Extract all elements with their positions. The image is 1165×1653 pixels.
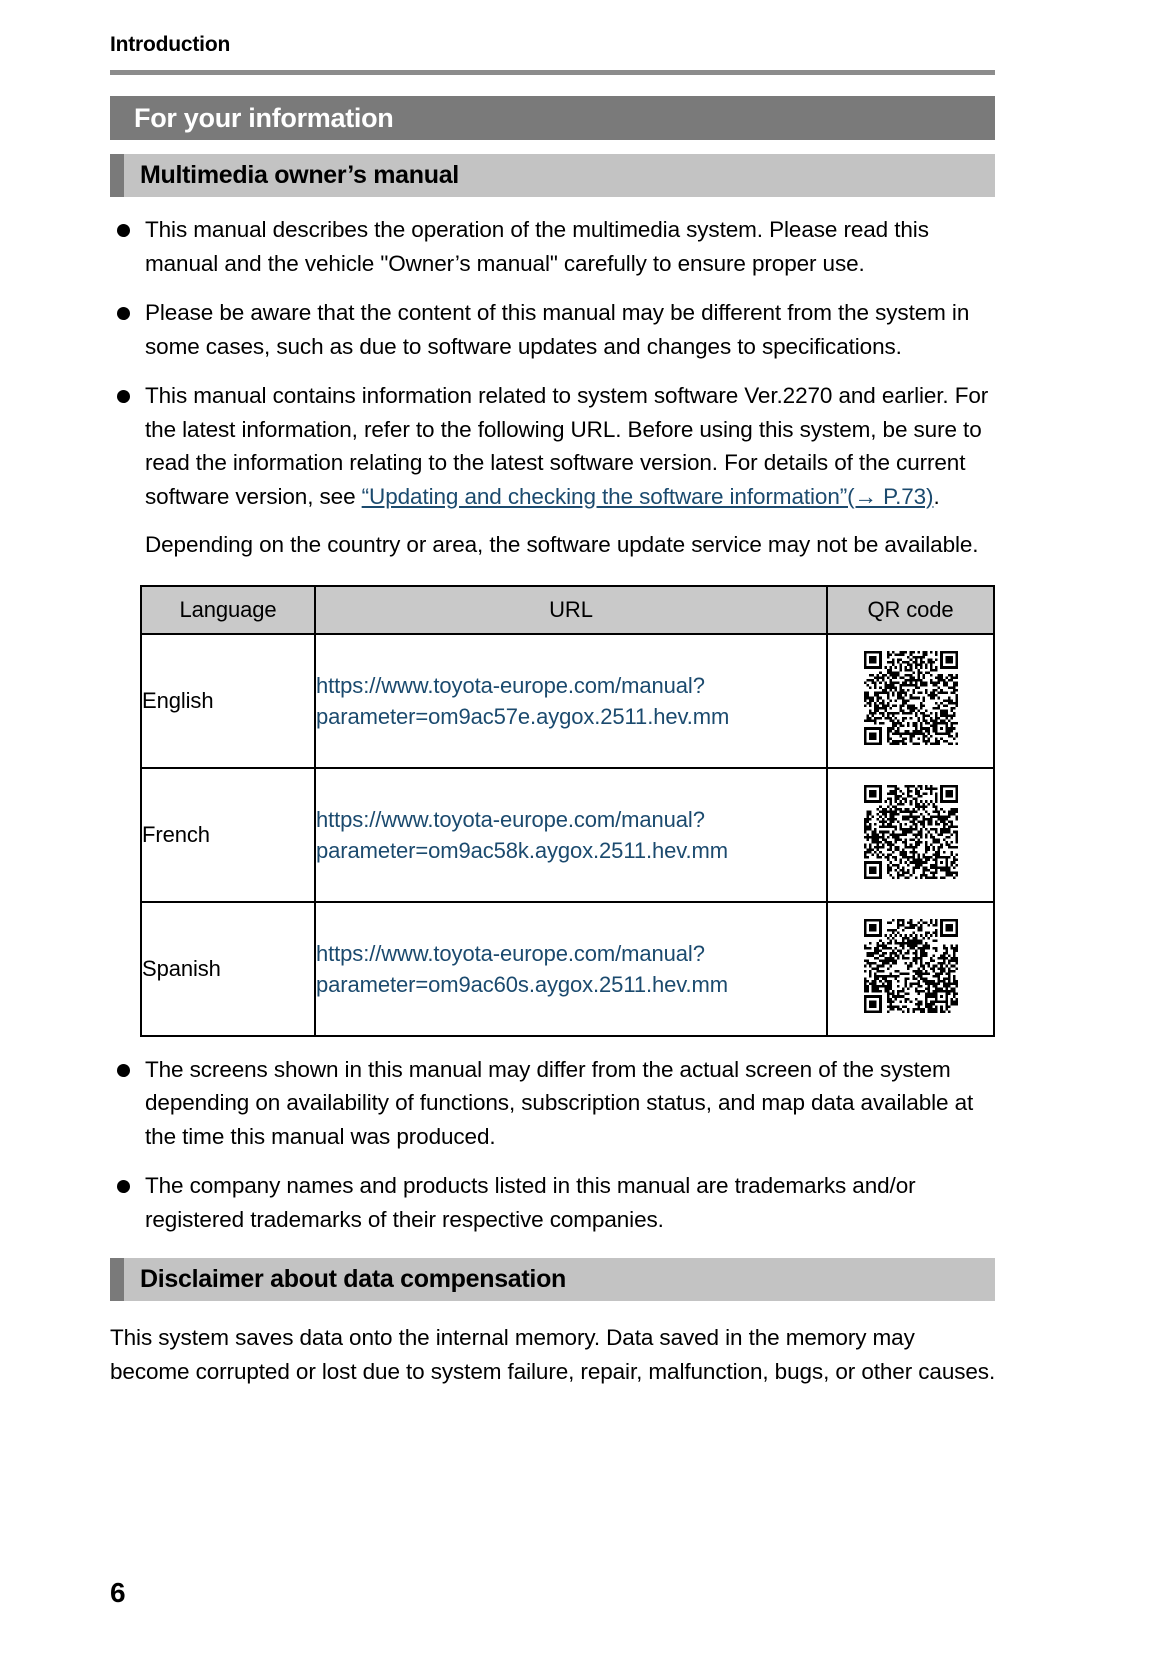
subsection-banner-disclaimer	[110, 1258, 995, 1301]
bullet-list-top	[0, 213, 1165, 513]
list-item-text: The screens shown in this manual may differ from the actual screen of the system depending on availability of functions, subscription status, and map data available at the time this manual was produced.	[145, 1056, 974, 1149]
bullet-dot-icon	[117, 1180, 130, 1193]
url-line-2: parameter=om9ac57e.aygox.2511.hev.mm	[316, 703, 730, 729]
page-number: 6	[110, 1577, 126, 1608]
cell-url[interactable]	[315, 768, 827, 902]
list-item	[114, 213, 994, 280]
list-item	[114, 1169, 994, 1236]
cell-qr-code	[827, 634, 994, 768]
software-update-availability-note: Depending on the country or area, the software update service may not be available.	[145, 532, 979, 557]
spacer	[0, 140, 1165, 154]
cell-url[interactable]	[315, 902, 827, 1036]
list-item-text-trail: .	[933, 483, 940, 509]
page-content	[0, 96, 1165, 1388]
qr-code-icon	[864, 919, 958, 1013]
header-divider	[110, 70, 995, 75]
url-line-1: https://www.toyota-europe.com/manual?	[316, 940, 705, 966]
section-banner-for-your-information	[110, 96, 995, 140]
url-table-wrapper	[140, 585, 995, 1037]
list-item	[114, 1053, 994, 1154]
cell-language: English	[141, 634, 315, 768]
url-line-2: parameter=om9ac60s.aygox.2511.hev.mm	[316, 971, 728, 997]
bullet-list-bottom	[0, 1053, 1165, 1237]
bullet-dot-icon	[117, 224, 130, 237]
cell-qr-code	[827, 902, 994, 1036]
url-line-1: https://www.toyota-europe.com/manual?	[316, 672, 705, 698]
subsection-banner-label: Multimedia owner’s manual	[140, 161, 459, 189]
cell-url[interactable]	[315, 634, 827, 768]
bullet-dot-icon	[117, 1064, 130, 1077]
list-item-software-version	[114, 379, 994, 513]
column-header-url: URL	[315, 586, 827, 634]
url-line-2: parameter=om9ac58k.aygox.2511.hev.mm	[316, 837, 728, 863]
qr-code-icon	[864, 651, 958, 745]
cell-language: French	[141, 768, 315, 902]
column-header-language: Language	[141, 586, 315, 634]
list-item-text: This manual contains information related to system software Ver.2270 and earlier. For the latest information, refer to the following URL. Before using this system, be sure to read the information relating to the latest software version. For details of the current software version, see	[145, 383, 989, 509]
table-header-row	[141, 586, 994, 634]
list-item-text: This manual describes the operation of the multimedia system. Please read this manual and the vehicle "Owner’s manual" carefully to ensure proper use.	[145, 217, 929, 276]
cell-language: Spanish	[141, 902, 315, 1036]
url-table	[140, 585, 995, 1037]
list-item-text: The company names and products listed in this manual are trademarks and/or registered trademarks of their respective companies.	[145, 1173, 916, 1232]
cross-reference-link[interactable]: “Updating and checking the software information”(→ P.73)	[361, 483, 934, 509]
url-line-1: https://www.toyota-europe.com/manual?	[316, 806, 705, 832]
subsection-banner-multimedia-owners-manual	[110, 154, 995, 197]
table-row	[141, 902, 994, 1036]
bullet-dot-icon	[117, 307, 130, 320]
list-item-text: Please be aware that the content of this manual may be different from the system in some cases, such as due to software updates and changes to specifications.	[145, 300, 970, 359]
table-row	[141, 768, 994, 902]
table-row	[141, 634, 994, 768]
column-header-qr-code: QR code	[827, 586, 994, 634]
spacer	[0, 1236, 1165, 1258]
subsection-banner-label: Disclaimer about data compensation	[140, 1265, 567, 1293]
running-head: Introduction	[110, 33, 231, 56]
disclaimer-paragraph: This system saves data onto the internal memory. Data saved in the memory may become corrupted or lost due to system failure, repair, malfunction, bugs, or other causes.	[110, 1325, 996, 1384]
cell-qr-code	[827, 768, 994, 902]
bullet-dot-icon	[117, 390, 130, 403]
section-banner-label: For your information	[134, 102, 394, 133]
list-item	[114, 296, 994, 363]
qr-code-icon	[864, 785, 958, 879]
